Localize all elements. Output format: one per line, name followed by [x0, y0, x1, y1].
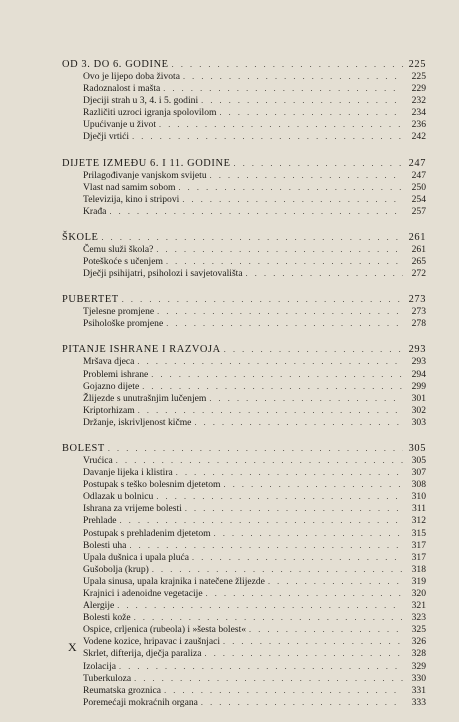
toc-entry	[62, 256, 426, 268]
toc-entry	[62, 119, 426, 131]
dot-leader	[109, 206, 403, 218]
toc-entry	[62, 491, 426, 503]
dot-leader	[159, 119, 403, 131]
toc-entry-page-number: 326	[411, 636, 426, 648]
toc-entry-page-number: 307	[411, 467, 426, 479]
toc-entry	[62, 71, 426, 83]
dot-leader	[214, 528, 403, 540]
toc-entry-title: Kriptorhizam	[83, 404, 135, 416]
toc-entry-title: Upućivanje u život	[83, 119, 156, 131]
toc-entry-page-number: 317	[411, 551, 426, 563]
toc-entry	[62, 107, 426, 119]
dot-leader	[249, 624, 403, 636]
dot-leader	[166, 318, 403, 330]
dot-leader	[176, 467, 403, 479]
table-of-contents	[62, 58, 426, 722]
toc-entry-page-number: 273	[411, 306, 426, 318]
toc-entry-page-number: 254	[411, 193, 426, 205]
dot-leader	[156, 491, 403, 503]
dot-leader	[164, 685, 403, 697]
toc-entry	[62, 515, 426, 527]
toc-section	[62, 442, 426, 709]
toc-entry	[62, 95, 426, 107]
toc-entry-title: Bolesti uha	[83, 539, 127, 551]
toc-entry-page-number: 250	[411, 181, 426, 193]
toc-entry-page-number: 315	[411, 527, 426, 539]
toc-entry	[62, 417, 426, 429]
toc-entry-page-number: 301	[411, 392, 426, 404]
toc-entry-title: Davanje lijeka i klistira	[83, 467, 173, 479]
toc-entry-title: Vlast nad samim sobom	[83, 181, 176, 193]
section-heading-page-number: 305	[408, 442, 426, 454]
section-heading-page-number: 261	[408, 231, 426, 243]
toc-entry-title: Izolacija	[83, 660, 117, 672]
toc-entry-title: Ospice, crljenica (rubeola) i »šesta bolest«	[83, 624, 247, 636]
dot-leader	[182, 194, 403, 206]
dot-leader	[268, 576, 403, 588]
toc-entry-title: Poteškoće s učenjem	[83, 256, 163, 268]
toc-entry	[62, 83, 426, 95]
toc-entry	[62, 588, 426, 600]
dot-leader	[152, 564, 403, 576]
dot-leader	[151, 369, 403, 381]
toc-entry-page-number: 242	[411, 131, 426, 143]
toc-entry-page-number: 328	[411, 648, 426, 660]
dot-leader	[172, 58, 403, 71]
dot-leader	[129, 540, 403, 552]
toc-entry	[62, 673, 426, 685]
dot-leader	[234, 157, 403, 170]
toc-entry-title: Prilagođivanje vanjskom svijetu	[83, 169, 207, 181]
section-heading	[62, 157, 426, 170]
toc-entry-page-number: 318	[411, 563, 426, 575]
toc-section	[62, 293, 426, 330]
toc-entry	[62, 624, 426, 636]
toc-entry-page-number: 232	[411, 95, 426, 107]
dot-leader	[134, 673, 403, 685]
toc-entry-title: Ovo je lijepo doba života	[83, 71, 180, 82]
toc-entry-page-number: 320	[411, 588, 426, 599]
toc-entry	[62, 455, 426, 467]
toc-section	[62, 157, 426, 218]
dot-leader	[192, 552, 403, 564]
toc-entry-page-number: 293	[411, 356, 426, 368]
dot-leader	[116, 455, 403, 467]
toc-entry	[62, 648, 426, 660]
section-heading-title: PITANJE ISHRANE I RAZVOJA	[62, 344, 221, 356]
toc-entry	[62, 479, 426, 491]
toc-entry-title: Bolesti kože	[83, 612, 131, 624]
toc-entry-page-number: 308	[411, 479, 426, 491]
dot-leader	[138, 405, 403, 417]
toc-entry	[62, 393, 426, 405]
dot-leader	[219, 107, 403, 119]
dot-leader	[137, 356, 403, 368]
toc-entry-page-number: 331	[411, 684, 426, 696]
toc-entry	[62, 564, 426, 576]
toc-entry	[62, 552, 426, 564]
toc-entry-title: Poremećaji mokraćnih organa	[83, 696, 198, 708]
dot-leader	[185, 503, 403, 515]
toc-entry	[62, 182, 426, 194]
toc-entry-title: Djeciji strah u 3, 4. i 5. godini	[83, 95, 199, 107]
toc-entry-title: Televizija, kino i stripovi	[83, 193, 180, 205]
dot-leader	[210, 170, 403, 182]
toc-entry	[62, 467, 426, 479]
toc-entry-title: Upala dušnica i upala pluća	[83, 551, 190, 563]
toc-entry-page-number: 236	[411, 119, 426, 131]
dot-leader	[101, 231, 403, 244]
toc-entry-title: Reumatska groznica	[83, 684, 162, 696]
dot-leader	[178, 182, 403, 194]
toc-entry-title: Odlazak u bolnicu	[83, 491, 154, 503]
toc-entry-page-number: 229	[411, 83, 426, 95]
toc-entry-page-number: 261	[411, 243, 426, 255]
dot-leader	[224, 343, 403, 356]
dot-leader	[142, 381, 403, 393]
toc-entry-page-number: 310	[411, 491, 426, 503]
toc-entry-page-number: 234	[411, 107, 426, 119]
dot-leader	[122, 293, 403, 306]
section-heading	[62, 231, 426, 244]
section-heading-title: DIJETE IZMEĐU 6. I 11. GODINE	[62, 157, 231, 169]
toc-entry-title: Gojazno dijete	[83, 380, 140, 392]
toc-entry	[62, 405, 426, 417]
toc-entry-title: Alergije	[83, 600, 115, 612]
toc-entry-title: Skrlet, difterija, dječja paraliza	[83, 648, 202, 660]
dot-leader	[205, 648, 403, 660]
section-heading-page-number: 293	[408, 344, 426, 356]
section-heading-title: BOLEST	[62, 442, 105, 454]
toc-entry-title: Držanje, iskrivljenost kičme	[83, 416, 192, 428]
toc-entry-page-number: 333	[411, 696, 426, 708]
section-heading-title: OD 3. DO 6. GODINE	[62, 59, 169, 70]
section-heading	[62, 58, 426, 71]
toc-entry-page-number: 225	[411, 71, 426, 82]
toc-entry	[62, 306, 426, 318]
toc-entry-page-number: 278	[411, 318, 426, 330]
toc-entry-page-number: 330	[411, 672, 426, 684]
toc-entry	[62, 528, 426, 540]
toc-entry-title: Krađa	[83, 205, 107, 217]
dot-leader	[224, 479, 403, 491]
section-heading-title: PUBERTET	[62, 294, 119, 306]
section-heading	[62, 343, 426, 356]
dot-leader	[206, 588, 403, 600]
section-heading-title: ŠKOLE	[62, 231, 99, 243]
toc-entry-page-number: 311	[411, 503, 426, 515]
toc-entry-page-number: 257	[411, 205, 426, 217]
toc-entry	[62, 612, 426, 624]
toc-entry-title: Krajnici i adenoidne vegetacije	[83, 588, 203, 599]
toc-entry	[62, 661, 426, 673]
dot-leader	[163, 83, 403, 95]
toc-entry-title: Vrućica	[83, 454, 113, 466]
toc-entry	[62, 636, 426, 648]
dot-leader	[108, 442, 403, 455]
page-folio: X	[68, 640, 78, 654]
toc-entry-title: Problemi ishrane	[83, 368, 149, 380]
toc-entry	[62, 540, 426, 552]
toc-entry-title: Dječji psihijatri, psiholozi i savjetovališta	[83, 268, 243, 280]
toc-entry-page-number: 272	[411, 268, 426, 280]
dot-leader	[117, 600, 403, 612]
dot-leader	[156, 244, 403, 256]
dot-leader	[132, 131, 403, 143]
toc-entry-page-number: 319	[411, 575, 426, 587]
toc-entry	[62, 356, 426, 368]
toc-entry-page-number: 265	[411, 256, 426, 268]
toc-entry-page-number: 247	[411, 169, 426, 181]
toc-entry	[62, 600, 426, 612]
toc-entry-page-number: 317	[411, 539, 426, 551]
toc-entry	[62, 503, 426, 515]
toc-entry	[62, 194, 426, 206]
toc-entry-page-number: 305	[411, 454, 426, 466]
toc-entry	[62, 369, 426, 381]
toc-entry	[62, 131, 426, 143]
dot-leader	[157, 306, 403, 318]
toc-section	[62, 343, 426, 429]
toc-entry	[62, 206, 426, 218]
dot-leader	[201, 95, 403, 107]
toc-entry-title: Vodene kozice, hripavac i zaušnjaci	[83, 636, 221, 648]
toc-entry-title: Tuberkuloza	[83, 672, 132, 684]
toc-entry	[62, 381, 426, 393]
toc-entry-title: Različiti uzroci igranja spolovilom	[83, 107, 217, 119]
section-heading-page-number: 225	[408, 59, 426, 70]
toc-entry	[62, 576, 426, 588]
toc-entry-title: Dječji vrtići	[83, 131, 130, 143]
toc-section	[62, 231, 426, 280]
toc-entry	[62, 318, 426, 330]
toc-entry	[62, 268, 426, 280]
toc-entry-title: Čemu služi škola?	[83, 243, 154, 255]
toc-entry-title: Žlijezde s unutrašnjim lučenjem	[83, 392, 207, 404]
toc-entry-title: Upala sinusa, upala krajnika i natečene žlijezde	[83, 575, 265, 587]
toc-entry	[62, 697, 426, 709]
toc-entry-title: Radoznalost i mašta	[83, 83, 161, 95]
toc-entry	[62, 685, 426, 697]
toc-entry	[62, 244, 426, 256]
dot-leader	[166, 256, 403, 268]
toc-entry-title: Postupak s teško bolesnim djetetom	[83, 479, 221, 491]
dot-leader	[246, 268, 403, 280]
toc-entry-page-number: 323	[411, 612, 426, 624]
toc-entry-page-number: 321	[411, 600, 426, 612]
toc-entry-page-number: 303	[411, 416, 426, 428]
toc-entry-page-number: 312	[411, 515, 426, 527]
toc-entry-title: Tjelesne promjene	[83, 306, 155, 318]
section-heading-page-number: 247	[408, 157, 426, 169]
section-heading-page-number: 273	[408, 294, 426, 306]
toc-entry-title: Gušobolja (krup)	[83, 563, 149, 575]
toc-entry-title: Prehlade	[83, 515, 117, 527]
dot-leader	[223, 636, 403, 648]
toc-section	[62, 58, 426, 144]
toc-entry-page-number: 294	[411, 368, 426, 380]
dot-leader	[201, 697, 403, 709]
toc-entry-title: Psihološke promjene	[83, 318, 164, 330]
dot-leader	[194, 417, 403, 429]
toc-entry-title: Mršava djeca	[83, 356, 135, 368]
section-heading	[62, 442, 426, 455]
toc-entry-page-number: 302	[411, 404, 426, 416]
toc-entry-title: Postupak s prehladenim djetetom	[83, 527, 211, 539]
toc-entry-page-number: 329	[411, 660, 426, 672]
toc-entry-page-number: 325	[411, 624, 426, 636]
dot-leader	[183, 71, 403, 83]
dot-leader	[209, 393, 403, 405]
section-heading	[62, 293, 426, 306]
toc-entry	[62, 170, 426, 182]
toc-entry-title: Ishrana za vrijeme bolesti	[83, 503, 182, 515]
dot-leader	[120, 515, 403, 527]
dot-leader	[119, 661, 403, 673]
toc-entry-page-number: 299	[411, 380, 426, 392]
dot-leader	[134, 612, 403, 624]
